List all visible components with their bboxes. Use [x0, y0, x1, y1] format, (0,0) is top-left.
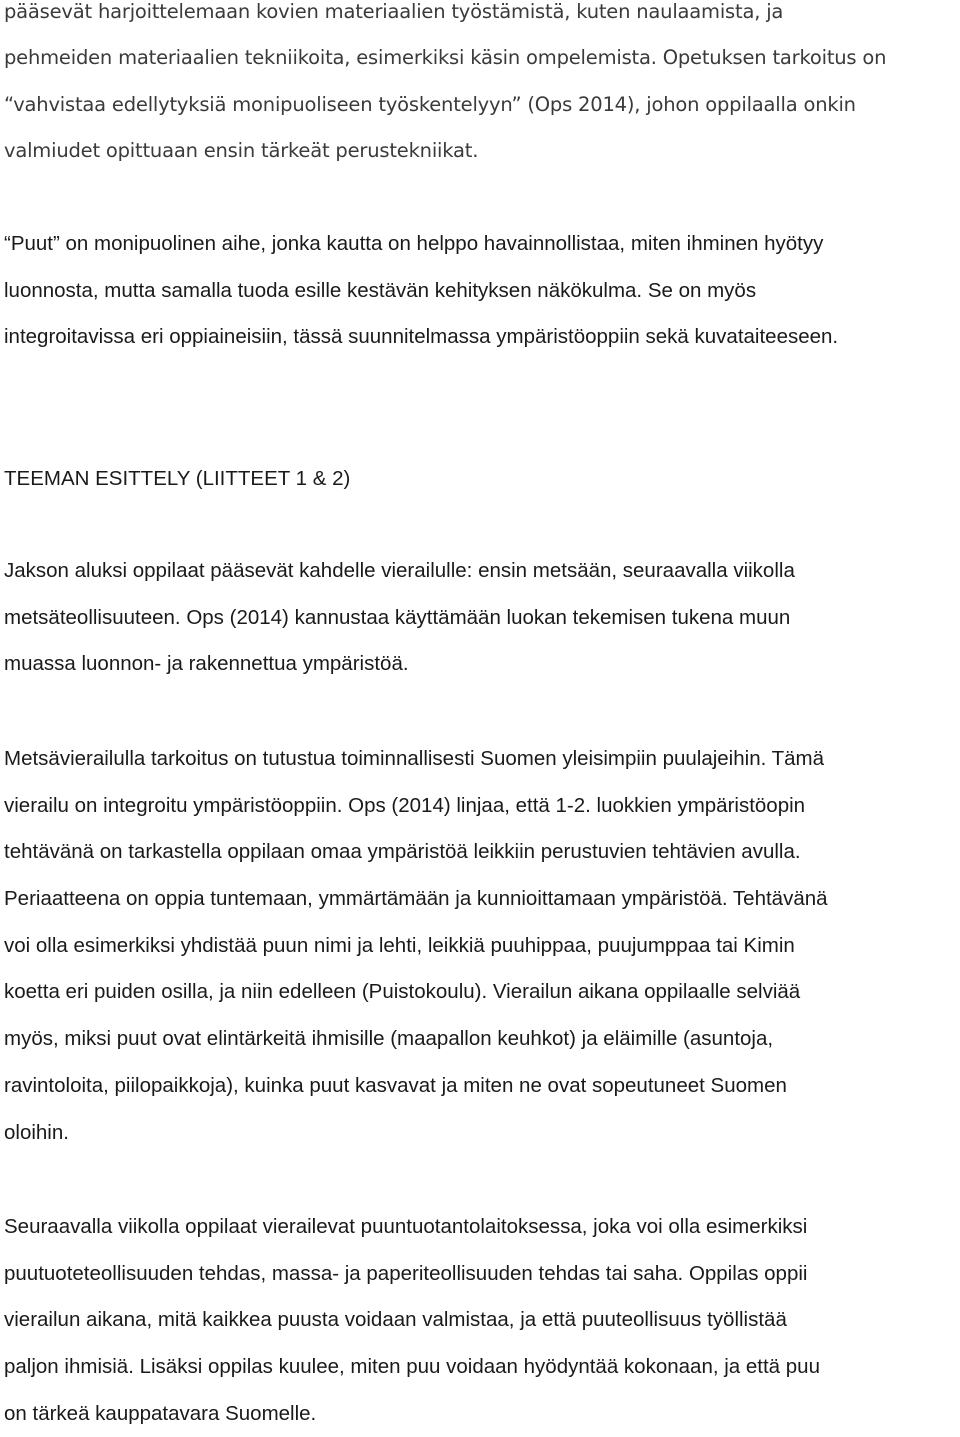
text-line: Metsävierailulla tarkoitus on tutustua toiminnallisesti Suomen yleisimpiin puulajeihin. Tämä: [4, 747, 825, 770]
text-line: vierailu on integroitu ympäristöoppiin. Ops (2014) linjaa, että 1-2. luokkien ympäristöopin: [4, 793, 806, 817]
section-heading: [4, 456, 350, 503]
paragraph-intro: [4, 0, 886, 174]
text-line: muassa luonnon- ja rakennettua ympäristöä.: [4, 652, 409, 676]
paragraph-forest-visit: [4, 736, 828, 1156]
text-line: ravintoloita, piilopaikkoja), kuinka puut kasvavat ja miten ne ovat sopeutuneet Suomen: [4, 1073, 787, 1097]
text-line: pääsevät harjoittelemaan kovien materiaalien työstämistä, kuten naulaamista, ja: [4, 0, 784, 23]
text-line: koetta eri puiden osilla, ja niin edelleen (Puistokoulu). Vierailun aikana oppilaalle selviää: [4, 980, 801, 1004]
text-line: integroitavissa eri oppiaineisiin, tässä suunnitelmassa ympäristöoppiin sekä kuvataiteeseen.: [4, 325, 839, 349]
text-line: metsäteollisuuteen. Ops (2014) kannustaa käyttämään luokan tekemisen tukena muun: [4, 605, 791, 629]
paragraph-visits-intro: [4, 548, 795, 688]
text-line: puutuoteteollisuuden tehdas, massa- ja paperiteollisuuden tehdas tai saha. Oppilas oppii: [4, 1261, 808, 1285]
text-line: valmiudet opittuaan ensin tärkeät perustekniikat.: [4, 138, 479, 162]
paragraph-industry-visit: [4, 1204, 820, 1437]
text-line: “vahvistaa edellytyksiä monipuoliseen työskentelyyn” (Ops 2014), johon oppilaalla onkin: [4, 92, 856, 116]
text-line: pehmeiden materiaalien tekniikoita, esimerkiksi käsin ompelemista. Opetuksen tarkoitus on: [4, 46, 887, 70]
text-line: “Puut” on monipuolinen aihe, jonka kautta on helppo havainnollistaa, miten ihminen hyötyy: [4, 232, 824, 255]
text-line: Jakson aluksi oppilaat pääsevät kahdelle vierailulle: ensin metsään, seuraavalla viikolla: [4, 559, 795, 582]
text-line: voi olla esimerkiksi yhdistää puun nimi ja lehti, leikkiä puuhippaa, puujumppaa tai Kimin: [4, 933, 795, 957]
text-line: Periaatteena on oppia tuntemaan, ymmärtämään ja kunnioittamaan ympäristöä. Tehtävänä: [4, 887, 828, 911]
text-line: paljon ihmisiä. Lisäksi oppilas kuulee, miten puu voidaan hyödyntää kokonaan, ja että puu: [4, 1355, 820, 1379]
text-line: on tärkeä kauppatavara Suomelle.: [4, 1401, 317, 1425]
paragraph-trees-topic: [4, 221, 838, 361]
text-line: oloihin.: [4, 1120, 69, 1144]
text-line: myös, miksi puut ovat elintärkeitä ihmisille (maapallon keuhkot) ja eläimille (asuntoja,: [4, 1027, 774, 1051]
heading-text: TEEMAN ESITTELY (LIITTEET 1 & 2): [4, 467, 351, 490]
text-line: tehtävänä on tarkastella oppilaan omaa ympäristöä leikkiin perustuvien tehtävien avulla.: [4, 840, 801, 864]
text-line: luonnosta, mutta samalla tuoda esille kestävän kehityksen näkökulma. Se on myös: [4, 278, 757, 302]
text-line: Seuraavalla viikolla oppilaat vierailevat puuntuotantolaitoksessa, joka voi olla esimerkiksi: [4, 1215, 808, 1238]
text-line: vierailun aikana, mitä kaikkea puusta voidaan valmistaa, ja että puuteollisuus työllistää: [4, 1308, 787, 1332]
